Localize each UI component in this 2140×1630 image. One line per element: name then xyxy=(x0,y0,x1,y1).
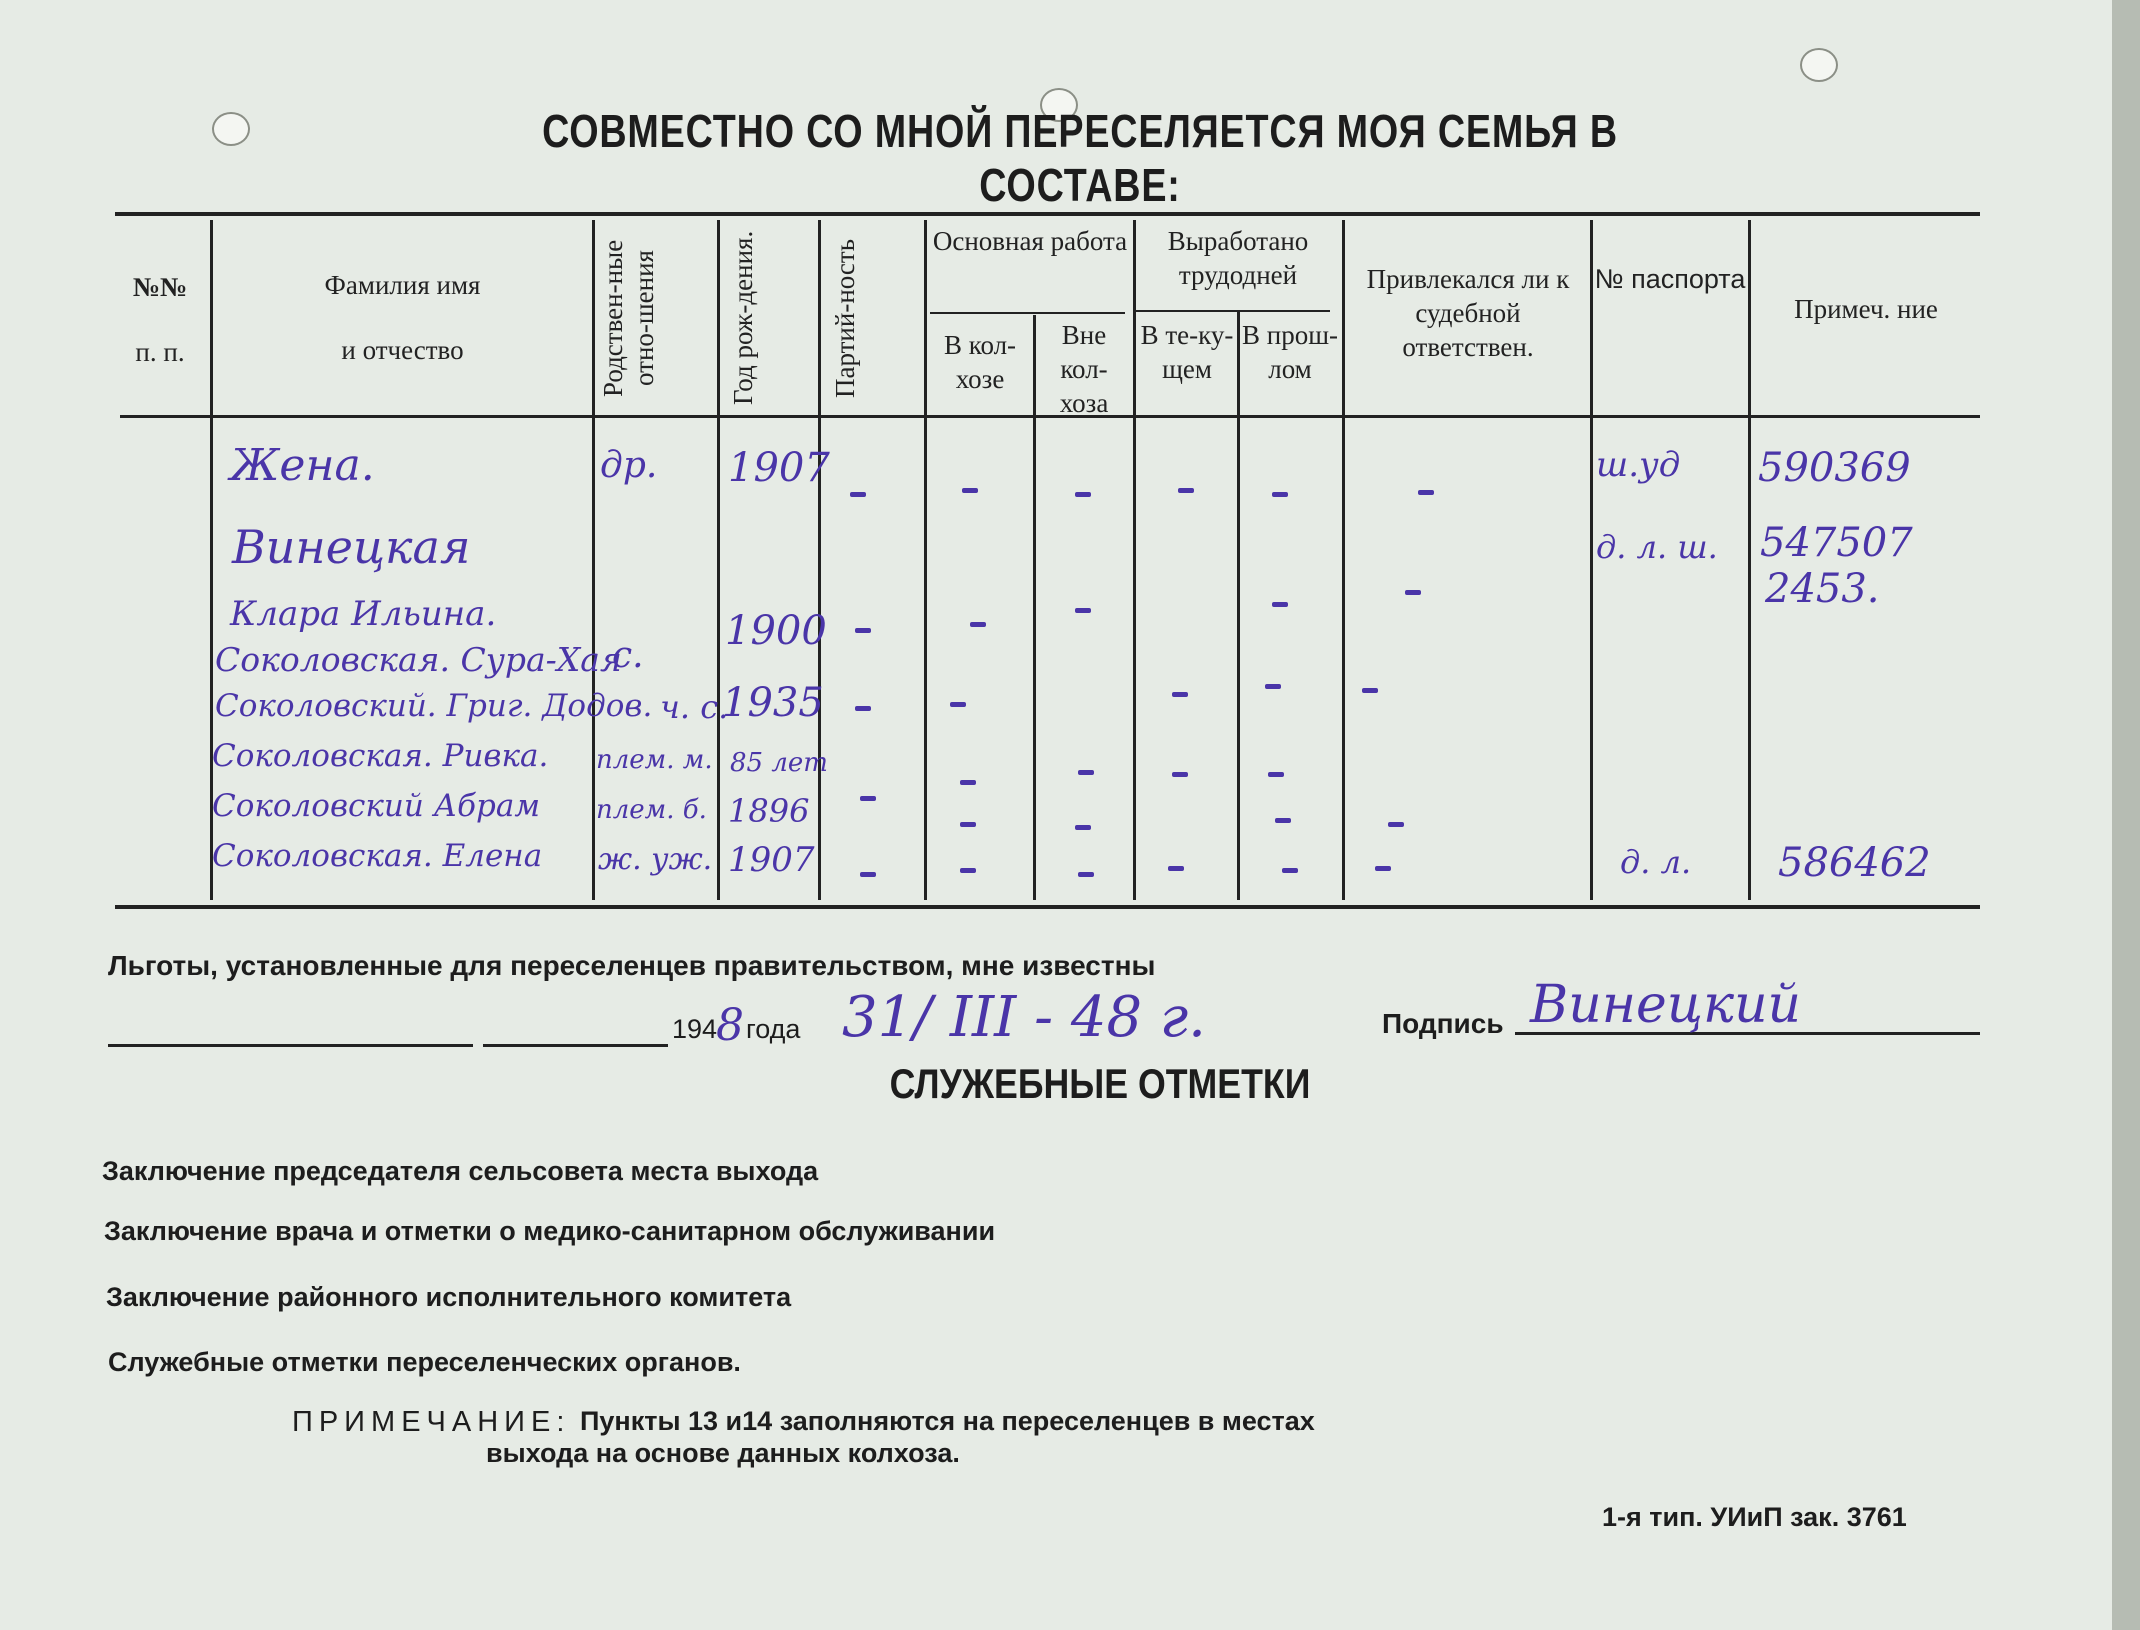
row-relation: ч. с. xyxy=(660,688,729,726)
col-line xyxy=(1342,220,1345,900)
empty-mark xyxy=(1075,492,1091,497)
empty-mark xyxy=(1272,602,1288,607)
hdr-name-2: и отчество xyxy=(341,335,464,365)
row-passport: ш.уд xyxy=(1596,445,1681,485)
row-name: Жена. xyxy=(230,440,375,491)
row-relation: плем. б. xyxy=(596,795,707,825)
row-year: 1935 xyxy=(722,680,824,726)
hdr-number-2: п. п. xyxy=(135,337,185,367)
empty-mark xyxy=(1172,772,1188,777)
punch-hole xyxy=(1800,48,1838,82)
row-year: 1907 xyxy=(728,445,830,491)
empty-mark xyxy=(1075,825,1091,830)
row-note: 547507 xyxy=(1760,520,1913,566)
col-line xyxy=(1133,220,1136,900)
empty-mark xyxy=(1418,490,1434,495)
handwritten-date: 31/ III - 48 г. xyxy=(842,985,1206,1050)
hdr-party: Партий-ность xyxy=(830,238,860,398)
empty-mark xyxy=(960,868,976,873)
date-line xyxy=(483,1044,668,1047)
hdr-birth-year: Год рож-дения. xyxy=(728,230,758,406)
empty-mark xyxy=(1168,866,1184,871)
row-relation: с. xyxy=(612,635,644,676)
row-name: Соколовский Абрам xyxy=(212,788,541,824)
empty-mark xyxy=(1388,822,1404,827)
empty-mark xyxy=(950,702,966,707)
table-top-rule xyxy=(115,212,1980,216)
col-line xyxy=(592,220,595,900)
col-line xyxy=(818,220,821,900)
hdr-current: В те-ку-щем xyxy=(1140,320,1234,384)
hdr-number-1: №№ xyxy=(132,272,188,302)
empty-mark xyxy=(850,492,866,497)
workdays-sub-rule xyxy=(1135,310,1330,312)
form-title: СОВМЕСТНО СО МНОЙ ПЕРЕСЕЛЯЕТСЯ МОЯ СЕМЬЯ В СОСТАВЕ: xyxy=(542,105,1618,211)
date-line xyxy=(108,1044,473,1047)
empty-mark xyxy=(1362,688,1378,693)
benefits-statement: Льготы, установленные для переселенцев правительством, мне известны xyxy=(108,950,1156,981)
page-edge xyxy=(2112,0,2140,1630)
row-note: 586462 xyxy=(1778,840,1931,886)
col-line xyxy=(717,220,720,900)
hdr-in-kolkhoz: В кол-хозе xyxy=(943,330,1017,394)
col-line xyxy=(1748,220,1751,900)
signature-label: Подпись xyxy=(1382,1008,1504,1039)
empty-mark xyxy=(1282,868,1298,873)
row-name: Соколовская. Елена xyxy=(212,838,543,874)
service-heading: СЛУЖЕБНЫЕ ОТМЕТКИ xyxy=(889,1060,1311,1107)
row-name: Соколовская. Сура-Хая xyxy=(215,640,622,679)
col-line xyxy=(1590,220,1593,900)
empty-mark xyxy=(1275,818,1291,823)
note-text-1: Пункты 13 и14 заполняются на переселенцев в местах xyxy=(580,1406,1315,1436)
row-name: Винецкая xyxy=(232,520,471,574)
row-relation: др. xyxy=(600,445,658,486)
row-note: 2453. xyxy=(1765,566,1880,612)
service-line: Служебные отметки переселенческих органов. xyxy=(108,1347,741,1377)
hdr-past: В прош-лом xyxy=(1242,320,1338,384)
row-year: 1907 xyxy=(728,840,815,880)
row-passport: д. л. ш. xyxy=(1596,528,1718,566)
empty-mark xyxy=(962,488,978,493)
empty-mark xyxy=(1178,488,1194,493)
empty-mark xyxy=(1172,692,1188,697)
empty-mark xyxy=(1078,872,1094,877)
service-line: Заключение районного исполнительного комитета xyxy=(106,1282,792,1312)
empty-mark xyxy=(1265,684,1281,689)
hdr-out-kolkhoz: Вне кол-хоза xyxy=(1059,320,1109,418)
table-bottom-rule xyxy=(115,905,1980,909)
row-name: Соколовский. Григ. Додов. xyxy=(215,688,653,724)
empty-mark xyxy=(855,706,871,711)
row-relation: ж. уж. xyxy=(598,842,713,877)
row-note: 590369 xyxy=(1758,445,1911,491)
row-name: Клара Ильина. xyxy=(230,594,497,634)
hdr-passport: № паспорта xyxy=(1594,264,1746,294)
signature: Винецкий xyxy=(1530,975,1802,1035)
hdr-name-1: Фамилия имя xyxy=(324,270,481,300)
empty-mark xyxy=(960,822,976,827)
hdr-note: Примеч. ние xyxy=(1794,294,1938,324)
hdr-workdays: Выработано трудодней xyxy=(1167,226,1309,290)
hdr-relation: Родствен-ные отно-шения xyxy=(598,239,659,397)
empty-mark xyxy=(860,796,876,801)
empty-mark xyxy=(1375,866,1391,871)
col-line xyxy=(1237,312,1240,900)
service-line: Заключение врача и отметки о медико-санитарном обслуживании xyxy=(104,1216,996,1246)
row-year: 85 лет xyxy=(730,748,828,778)
row-relation: плем. м. xyxy=(596,745,713,775)
empty-mark xyxy=(1075,608,1091,613)
year-digit: 8 xyxy=(716,1000,744,1051)
row-year: 1896 xyxy=(728,792,810,830)
year-prefix: 194 xyxy=(672,1014,718,1044)
row-name: Соколовская. Ривка. xyxy=(212,738,549,774)
empty-mark xyxy=(1405,590,1421,595)
main-work-sub-rule xyxy=(930,312,1125,314)
service-line: Заключение председателя сельсовета места выхода xyxy=(102,1156,819,1186)
row-passport: д. л. xyxy=(1620,843,1692,881)
note-label: ПРИМЕЧАНИЕ: xyxy=(292,1406,571,1438)
col-line xyxy=(1033,315,1036,900)
punch-hole xyxy=(212,112,250,146)
empty-mark xyxy=(1078,770,1094,775)
col-line xyxy=(924,220,927,900)
note-text-2: выхода на основе данных колхоза. xyxy=(486,1438,960,1468)
empty-mark xyxy=(960,780,976,785)
empty-mark xyxy=(970,622,986,627)
printer-imprint: 1-я тип. УИиП зак. 3761 xyxy=(1602,1502,1907,1532)
empty-mark xyxy=(1268,772,1284,777)
row-year: 1900 xyxy=(725,608,827,654)
year-suffix: года xyxy=(746,1014,801,1044)
empty-mark xyxy=(860,872,876,877)
hdr-court: Привлекался ли к судебной ответствен. xyxy=(1366,264,1570,362)
empty-mark xyxy=(1272,492,1288,497)
hdr-main-work: Основная работа xyxy=(932,226,1128,256)
empty-mark xyxy=(855,628,871,633)
